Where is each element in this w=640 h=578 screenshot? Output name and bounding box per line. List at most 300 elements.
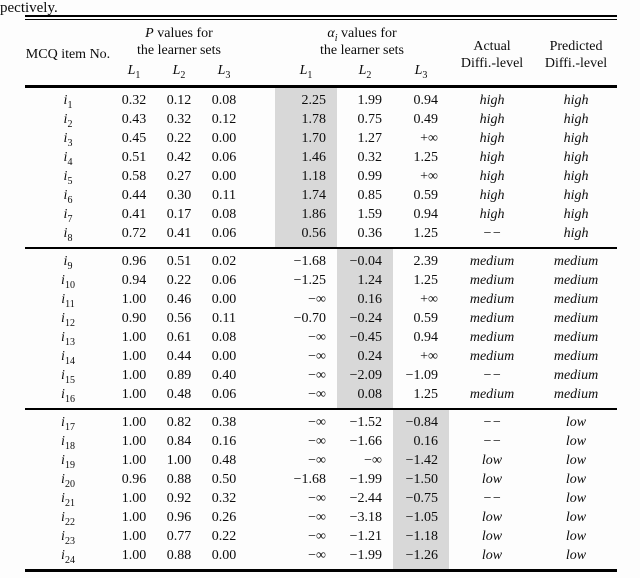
cell-alpha-l1: 2.25: [275, 87, 337, 111]
cell-item: [25, 148, 111, 167]
cell-predicted-level: low: [565, 472, 587, 487]
cell-predicted-level: low: [565, 415, 587, 430]
cell-p-l1: 1.00: [121, 529, 147, 544]
cell-p-l1: 1.00: [121, 510, 147, 525]
cell-alpha-l2: 1.24: [337, 271, 393, 290]
cell-p-l1: 1.00: [121, 387, 147, 402]
cell-alpha-l1: 0.56: [275, 224, 337, 248]
table-row: [25, 248, 617, 271]
cell-alpha-l1: −∞: [308, 415, 327, 430]
cell-p-l3: 0.48: [211, 453, 237, 468]
cell-actual-level: medium: [469, 254, 515, 269]
cell-gap: [247, 451, 275, 470]
cell-alpha-l3: 0.16: [393, 432, 449, 451]
cell-alpha-l2: 1.99: [357, 93, 383, 108]
cell-alpha-l2: −1.52: [349, 415, 383, 430]
table-row: [25, 129, 617, 148]
item-symbol-sub: 11: [65, 298, 75, 310]
cell-alpha-l2: 0.36: [357, 226, 383, 241]
cell-p-l1: 0.32: [121, 93, 147, 108]
cell-p-l2: 0.42: [166, 150, 192, 165]
p-group-line2: the learner sets: [137, 43, 221, 58]
cell-predicted-level: low: [565, 529, 587, 544]
table-row: [25, 432, 617, 451]
cell-p-l3: 0.12: [211, 112, 237, 127]
cell-alpha-l3: 1.25: [413, 273, 439, 288]
cell-predicted-level: high: [563, 207, 589, 222]
cell-alpha-l3: +∞: [420, 131, 439, 146]
item-symbol-sub: 13: [64, 336, 75, 348]
cell-alpha-l2: −0.04: [337, 248, 393, 271]
cell-item: [25, 489, 111, 508]
cell-p-l3: 0.06: [211, 150, 237, 165]
item-symbol-sub: 6: [67, 194, 73, 206]
item-symbol-sub: 16: [64, 393, 75, 405]
table-row: [25, 546, 617, 571]
l-symbol-sub: 2: [180, 69, 186, 81]
table-row: [25, 451, 617, 470]
cell-alpha-l2: 1.27: [357, 131, 383, 146]
cell-alpha-l2: −0.45: [337, 328, 393, 347]
cell-actual-level: low: [481, 510, 503, 525]
cell-alpha-l2: −2.09: [337, 366, 393, 385]
cell-gap: [247, 148, 275, 167]
item-symbol-sub: 9: [67, 260, 73, 272]
cell-p-l2: 0.56: [166, 311, 192, 326]
item-symbol: i: [63, 93, 68, 108]
cell-alpha-l2: −0.24: [337, 309, 393, 328]
cell-actual-level: low: [481, 529, 503, 544]
cell-predicted-level: medium: [553, 254, 599, 269]
cell-p-l2: 0.22: [166, 131, 192, 146]
cell-alpha-l2: −1.99: [349, 472, 383, 487]
cell-predicted-level: medium: [553, 292, 599, 307]
cell-p-l1: 0.96: [121, 472, 147, 487]
table-row: [25, 309, 617, 328]
item-symbol: i: [61, 548, 65, 563]
cell-item: [25, 470, 111, 489]
cell-p-l2: 0.88: [166, 548, 192, 563]
l-symbol-sub: 3: [422, 69, 428, 81]
cell-alpha-l1: 1.74: [275, 186, 337, 205]
cell-alpha-l3: −1.26: [393, 546, 449, 571]
cell-p-l2: 0.44: [166, 349, 192, 364]
l-symbol-sub: 1: [135, 69, 141, 81]
cell-p-l3: 0.11: [212, 311, 236, 326]
cell-p-l3: 0.08: [211, 207, 237, 222]
cell-gap: [247, 432, 275, 451]
cell-p-l1: 1.00: [121, 415, 147, 430]
cell-alpha-l3: −1.42: [393, 451, 449, 470]
cell-p-l1: 1.00: [121, 330, 147, 345]
cell-alpha-l1: −∞: [308, 368, 327, 383]
cell-alpha-l2: −∞: [364, 453, 383, 468]
alpha-symbol-sub: i: [334, 32, 338, 44]
cell-p-l3: 0.22: [211, 529, 237, 544]
cell-p-l3: 0.50: [211, 472, 237, 487]
item-symbol-sub: 22: [64, 516, 75, 528]
item-symbol-sub: 19: [64, 459, 75, 471]
item-symbol: i: [61, 529, 65, 544]
l-symbol: L: [414, 63, 423, 78]
cell-item: [25, 186, 111, 205]
cell-p-l3: 0.38: [211, 415, 237, 430]
cell-actual-level: −−: [482, 434, 502, 449]
table-row: [25, 409, 617, 432]
cell-predicted-level: medium: [553, 349, 599, 364]
cell-predicted-level: medium: [553, 330, 599, 345]
table-header: [25, 20, 617, 87]
col-header-predicted: [535, 20, 617, 87]
cell-item: [25, 451, 111, 470]
col-header-actual: [449, 20, 535, 87]
cell-p-l2: 0.32: [166, 112, 192, 127]
cell-item: [25, 347, 111, 366]
item-symbol: i: [61, 273, 65, 288]
cell-p-l2: 0.17: [166, 207, 192, 222]
cell-p-l2: 0.48: [166, 387, 192, 402]
item-symbol-sub: 10: [64, 279, 75, 291]
cell-item: [25, 385, 111, 409]
cell-alpha-l3: 0.59: [413, 311, 439, 326]
cell-alpha-l1: −1.25: [293, 273, 327, 288]
cell-actual-level: medium: [469, 387, 515, 402]
item-symbol: i: [63, 226, 68, 241]
cell-actual-level: high: [479, 207, 505, 222]
cell-p-l3: 0.02: [211, 254, 237, 269]
cell-alpha-l2: −3.18: [349, 510, 383, 525]
group-medium: [25, 248, 617, 409]
cell-alpha-l1: 1.78: [275, 110, 337, 129]
table-row: [25, 366, 617, 385]
cell-alpha-l2: 0.99: [357, 169, 383, 184]
table-row: [25, 508, 617, 527]
item-symbol: i: [61, 415, 65, 430]
cell-alpha-l3: −1.50: [393, 470, 449, 489]
cell-alpha-l1: −∞: [308, 548, 327, 563]
item-symbol: i: [63, 207, 68, 222]
actual-line1: Actual: [473, 39, 511, 54]
cell-alpha-l1: −∞: [308, 510, 327, 525]
cell-alpha-l2: −2.44: [349, 491, 383, 506]
p-group-line1: [111, 25, 247, 42]
cell-item: [25, 366, 111, 385]
table-row: [25, 328, 617, 347]
predicted-line2: Diffi.-level: [544, 56, 608, 71]
cell-gap: [247, 366, 275, 385]
group-low: [25, 409, 617, 571]
table-row: [25, 205, 617, 224]
table-row: [25, 470, 617, 489]
cell-alpha-l1: −1.68: [293, 472, 327, 487]
cell-alpha-l1: −∞: [308, 292, 327, 307]
cell-alpha-l3: +∞: [420, 169, 439, 184]
col-header-alpha-l1: [275, 59, 337, 87]
cell-alpha-l2: 0.75: [357, 112, 383, 127]
cell-p-l1: 0.96: [121, 254, 147, 269]
item-symbol: i: [63, 131, 68, 146]
cell-p-l2: 0.89: [166, 368, 192, 383]
cell-item: [25, 271, 111, 290]
cell-alpha-l1: −∞: [308, 529, 327, 544]
table-row: [25, 489, 617, 508]
cell-gap: [247, 87, 275, 111]
cell-alpha-l1: −1.68: [293, 254, 327, 269]
cell-predicted-level: medium: [553, 273, 599, 288]
cell-alpha-l2: −1.66: [349, 434, 383, 449]
item-symbol: i: [61, 491, 65, 506]
cell-alpha-l3: +∞: [420, 349, 439, 364]
cell-actual-level: −−: [482, 368, 502, 383]
table-row: [25, 186, 617, 205]
cell-item: [25, 432, 111, 451]
item-symbol-sub: 24: [64, 554, 75, 566]
item-symbol-sub: 2: [67, 118, 73, 130]
cell-predicted-level: low: [565, 548, 587, 563]
cell-gap: [247, 527, 275, 546]
cell-p-l3: 0.40: [211, 368, 237, 383]
col-header-alpha-group: [275, 20, 449, 59]
cell-gap: [247, 470, 275, 489]
cell-alpha-l3: 1.25: [413, 150, 439, 165]
cell-predicted-level: high: [563, 93, 589, 108]
caption-fragment: pectively.: [0, 0, 58, 16]
cell-p-l2: 0.84: [166, 434, 192, 449]
cell-gap: [247, 546, 275, 571]
cell-actual-level: low: [481, 472, 503, 487]
cell-gap: [247, 328, 275, 347]
table-row: [25, 290, 617, 309]
item-symbol: i: [63, 254, 68, 269]
item-symbol-sub: 5: [67, 175, 73, 187]
results-table: [25, 20, 617, 572]
cell-p-l2: 0.51: [166, 254, 192, 269]
l-symbol-sub: 3: [225, 69, 231, 81]
cell-item: [25, 508, 111, 527]
cell-predicted-level: medium: [553, 368, 599, 383]
cell-alpha-l1: −0.70: [293, 311, 327, 326]
cell-alpha-l3: 0.94: [413, 207, 439, 222]
cell-item: [25, 309, 111, 328]
item-symbol: i: [61, 311, 65, 326]
l-symbol: L: [299, 63, 308, 78]
cell-p-l3: 0.08: [211, 93, 237, 108]
cell-alpha-l3: +∞: [420, 292, 439, 307]
cell-p-l2: 0.77: [166, 529, 192, 544]
item-symbol-sub: 4: [67, 156, 73, 168]
cell-p-l3: 0.00: [211, 169, 237, 184]
cell-alpha-l3: −1.05: [393, 508, 449, 527]
cell-p-l3: 0.00: [211, 131, 237, 146]
cell-gap: [247, 489, 275, 508]
cell-p-l1: 1.00: [121, 548, 147, 563]
cell-p-l2: 0.27: [166, 169, 192, 184]
cell-alpha-l1: 1.46: [275, 148, 337, 167]
table-row: [25, 385, 617, 409]
cell-p-l2: 0.12: [166, 93, 192, 108]
cell-predicted-level: low: [565, 491, 587, 506]
item-symbol: i: [63, 169, 68, 184]
cell-p-l1: 0.51: [121, 150, 147, 165]
cell-actual-level: −−: [482, 226, 502, 241]
cell-alpha-l3: 0.59: [413, 188, 439, 203]
item-symbol-sub: 20: [64, 478, 75, 490]
table-row: [25, 347, 617, 366]
cell-alpha-l2: 0.32: [357, 150, 383, 165]
item-symbol: i: [61, 387, 65, 402]
cell-alpha-l1: 1.18: [275, 167, 337, 186]
header-row-groups: [25, 20, 617, 59]
l-symbol: L: [358, 63, 367, 78]
cell-p-l3: 0.06: [211, 273, 237, 288]
cell-p-l1: 0.58: [121, 169, 147, 184]
cell-predicted-level: medium: [553, 311, 599, 326]
cell-actual-level: high: [479, 131, 505, 146]
cell-p-l3: 0.32: [211, 491, 237, 506]
table-row: [25, 148, 617, 167]
col-header-p-group: [111, 20, 247, 59]
cell-item: [25, 167, 111, 186]
cell-alpha-l3: 2.39: [413, 254, 439, 269]
cell-alpha-l3: 0.49: [413, 112, 439, 127]
col-header-alpha-l3: [393, 59, 449, 87]
l-symbol: L: [217, 63, 226, 78]
cell-p-l3: 0.11: [212, 188, 236, 203]
cell-gap: [247, 309, 275, 328]
cell-item: [25, 87, 111, 111]
cell-p-l1: 0.72: [121, 226, 147, 241]
item-symbol: i: [61, 368, 65, 383]
cell-alpha-l3: 0.94: [413, 330, 439, 345]
cell-p-l1: 0.41: [121, 207, 147, 222]
cell-p-l3: 0.26: [211, 510, 237, 525]
cell-predicted-level: low: [565, 453, 587, 468]
item-symbol-sub: 7: [67, 213, 73, 225]
cell-actual-level: medium: [469, 311, 515, 326]
cell-actual-level: −−: [482, 491, 502, 506]
cell-p-l1: 1.00: [121, 368, 147, 383]
cell-p-l2: 0.61: [166, 330, 192, 345]
cell-actual-level: high: [479, 112, 505, 127]
cell-actual-level: medium: [469, 330, 515, 345]
l-symbol: L: [172, 63, 181, 78]
cell-item: [25, 527, 111, 546]
item-symbol-sub: 21: [64, 497, 75, 509]
cell-alpha-l3: −1.09: [405, 368, 439, 383]
cell-gap: [247, 385, 275, 409]
cell-p-l1: 0.94: [121, 273, 147, 288]
cell-p-l2: 0.82: [166, 415, 192, 430]
cell-predicted-level: medium: [553, 387, 599, 402]
cell-predicted-level: low: [565, 510, 587, 525]
cell-alpha-l3: −1.18: [393, 527, 449, 546]
l-symbol: L: [127, 63, 136, 78]
cell-item: [25, 546, 111, 571]
cell-predicted-level: high: [563, 112, 589, 127]
cell-gap: [247, 409, 275, 432]
cell-alpha-l1: −∞: [308, 330, 327, 345]
cell-gap: [247, 271, 275, 290]
item-symbol: i: [61, 434, 65, 449]
cell-item: [25, 129, 111, 148]
alpha-group-line2: the learner sets: [320, 43, 404, 58]
cell-p-l3: 0.16: [211, 434, 237, 449]
cell-item: [25, 248, 111, 271]
cell-predicted-level: low: [565, 434, 587, 449]
cell-gap: [247, 205, 275, 224]
item-symbol-sub: 1: [67, 99, 73, 111]
cell-gap: [247, 508, 275, 527]
item-symbol-sub: 8: [67, 232, 73, 244]
cell-alpha-l2: −1.99: [349, 548, 383, 563]
table-row: [25, 271, 617, 290]
cell-alpha-l2: 0.08: [337, 385, 393, 409]
cell-item: [25, 290, 111, 309]
cell-actual-level: medium: [469, 273, 515, 288]
alpha-group-line1: [275, 25, 449, 42]
cell-alpha-l2: −1.21: [349, 529, 383, 544]
cell-p-l2: 0.41: [166, 226, 192, 241]
predicted-line1: Predicted: [549, 39, 603, 54]
cell-p-l2: 1.00: [166, 453, 192, 468]
cell-gap: [247, 186, 275, 205]
cell-actual-level: high: [479, 93, 505, 108]
cell-actual-level: low: [481, 548, 503, 563]
cell-p-l1: 0.44: [121, 188, 147, 203]
cell-p-l3: 0.08: [211, 330, 237, 345]
col-header-p-l2: [157, 59, 201, 87]
cell-p-l1: 1.00: [121, 453, 147, 468]
cell-p-l3: 0.06: [211, 387, 237, 402]
column-gap: [247, 20, 275, 87]
col-header-mcq-item: MCQ item No.: [25, 47, 111, 62]
cell-alpha-l1: −∞: [308, 491, 327, 506]
item-symbol-sub: 17: [64, 421, 75, 433]
col-header-p-l1: [111, 59, 157, 87]
cell-p-l1: 1.00: [121, 434, 147, 449]
cell-predicted-level: high: [563, 131, 589, 146]
cell-p-l2: 0.30: [166, 188, 192, 203]
item-symbol-sub: 12: [64, 317, 75, 329]
cell-item: [25, 205, 111, 224]
item-symbol: i: [61, 349, 65, 364]
cell-predicted-level: high: [563, 226, 589, 241]
p-symbol: P: [145, 26, 154, 41]
cell-alpha-l1: 1.86: [275, 205, 337, 224]
cell-p-l3: 0.00: [211, 349, 237, 364]
col-header-alpha-l2: [337, 59, 393, 87]
table-row: [25, 167, 617, 186]
cell-alpha-l3: −0.75: [393, 489, 449, 508]
item-symbol-sub: 18: [64, 440, 75, 452]
cell-alpha-l3: −0.84: [393, 409, 449, 432]
cell-p-l1: 0.90: [121, 311, 147, 326]
cell-p-l1: 1.00: [121, 491, 147, 506]
cell-p-l2: 0.88: [166, 472, 192, 487]
item-symbol: i: [61, 472, 65, 487]
cell-predicted-level: high: [563, 169, 589, 184]
cell-p-l1: 0.43: [121, 112, 147, 127]
cell-gap: [247, 347, 275, 366]
cell-p-l2: 0.22: [166, 273, 192, 288]
cell-alpha-l3: 1.25: [413, 226, 439, 241]
cell-actual-level: −−: [482, 415, 502, 430]
item-symbol: i: [63, 112, 68, 127]
cell-alpha-l1: −∞: [308, 387, 327, 402]
cell-actual-level: high: [479, 150, 505, 165]
item-symbol-sub: 14: [64, 355, 75, 367]
cell-actual-level: medium: [469, 349, 515, 364]
